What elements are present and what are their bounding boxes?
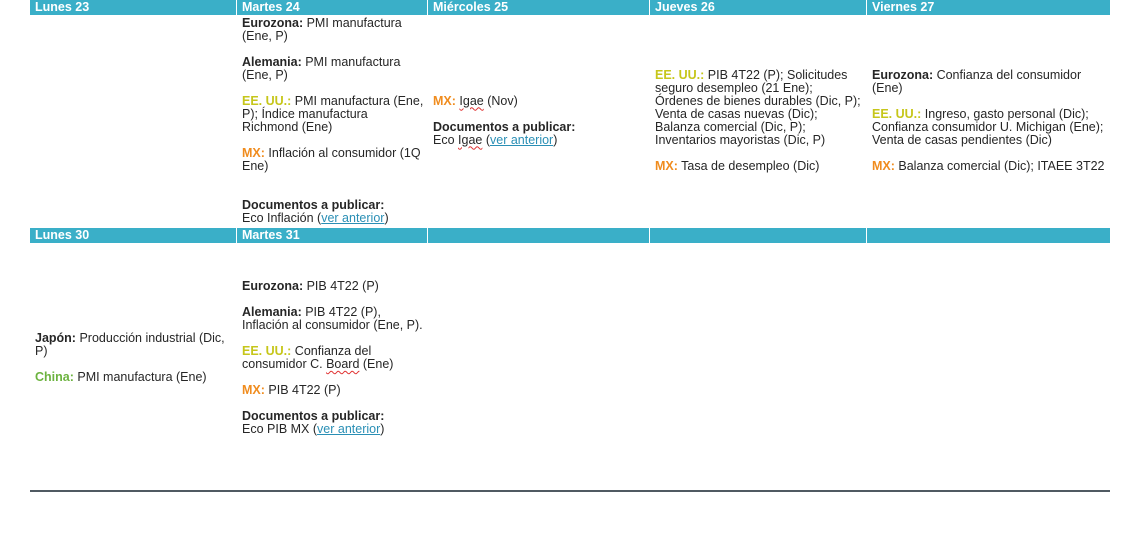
- week2-header-row: [30, 228, 1110, 243]
- week1-body-row: [30, 15, 1110, 226]
- event-eeuu: EE. UU.: Ingreso, gasto personal (Dic); Confianza consumidor U. Michigan (Ene); Venta de casas pendientes (Dic): [872, 106, 1104, 147]
- day-header-empty: [650, 228, 867, 243]
- cell-friday-27: [867, 15, 1110, 226]
- day-header-wednesday-25: Miércoles 25: [428, 0, 650, 15]
- event-mx: MX: Inflación al consumidor (1Q Ene): [242, 145, 421, 173]
- cell-thursday-26: [650, 15, 867, 226]
- ver-anterior-link[interactable]: ver anterior: [321, 210, 385, 225]
- event-alemania: Alemania: PIB 4T22 (P), Inflación al consumidor (Ene, P).: [242, 305, 423, 332]
- event-eurozona: Eurozona: Confianza del consumidor (Ene): [872, 67, 1082, 95]
- event-mx: MX: Balanza comercial (Dic); ITAEE 3T22: [872, 158, 1105, 173]
- event-alemania: Alemania: PMI manufactura (Ene, P): [242, 54, 401, 82]
- event-china: China: PMI manufactura (Ene): [35, 370, 207, 384]
- cell-wednesday-25: [428, 15, 650, 226]
- day-header-empty: [867, 228, 1110, 243]
- cell-tuesday-31: [237, 243, 428, 473]
- documents-to-publish: Documentos a publicar: Eco Igae (ver anterior): [433, 119, 576, 147]
- day-header-thursday-26: Jueves 26: [650, 0, 867, 15]
- ver-anterior-link[interactable]: ver anterior: [317, 422, 381, 436]
- day-header-monday-30: Lunes 30: [30, 228, 237, 243]
- documents-to-publish: Documentos a publicar: Eco Inflación (ver anterior): [242, 197, 389, 225]
- day-header-monday-23: Lunes 23: [30, 0, 237, 15]
- economic-calendar: [30, 0, 1110, 473]
- day-header-friday-27: Viernes 27: [872, 0, 935, 14]
- event-eeuu: EE. UU.: PMI manufactura (Ene, P); Índice manufactura Richmond (Ene): [242, 93, 424, 134]
- cell-empty: [650, 243, 867, 473]
- day-header-tuesday-24: Martes 24: [237, 0, 428, 15]
- week1-header-row: [30, 0, 1110, 15]
- event-eurozona: Eurozona: PMI manufactura (Ene, P): [242, 15, 402, 43]
- event-japon: Japón: Producción industrial (Dic, P): [35, 331, 225, 358]
- day-header-empty: [428, 228, 650, 243]
- event-eurozona: Eurozona: PIB 4T22 (P): [242, 279, 379, 293]
- event-eeuu: EE. UU.: PIB 4T22 (P); Solicitudes seguro desempleo (21 Ene); Órdenes de bienes durables (Dic, P); Venta de casas nuevas (Dic); Balanza comercial (Dic, P); Inventarios mayoristas (Dic, P): [655, 67, 861, 147]
- cell-monday-23: [30, 15, 237, 226]
- event-eeuu: EE. UU.: Confianza del consumidor C. Board (Ene): [242, 344, 394, 371]
- bottom-divider: [30, 490, 1110, 492]
- cell-empty: [428, 243, 650, 473]
- event-mx: MX: PIB 4T22 (P): [242, 383, 341, 397]
- event-mx: MX: Igae (Nov): [433, 93, 518, 108]
- cell-tuesday-24: [237, 15, 428, 226]
- cell-empty: [867, 243, 1110, 473]
- ver-anterior-link[interactable]: ver anterior: [490, 132, 554, 147]
- documents-to-publish: Documentos a publicar: Eco PIB MX (ver anterior): [242, 409, 385, 436]
- cell-monday-30: [30, 243, 237, 473]
- week2-body-row: [30, 243, 1110, 473]
- event-mx: MX: Tasa de desempleo (Dic): [655, 158, 820, 173]
- day-header-tuesday-31: Martes 31: [237, 228, 428, 243]
